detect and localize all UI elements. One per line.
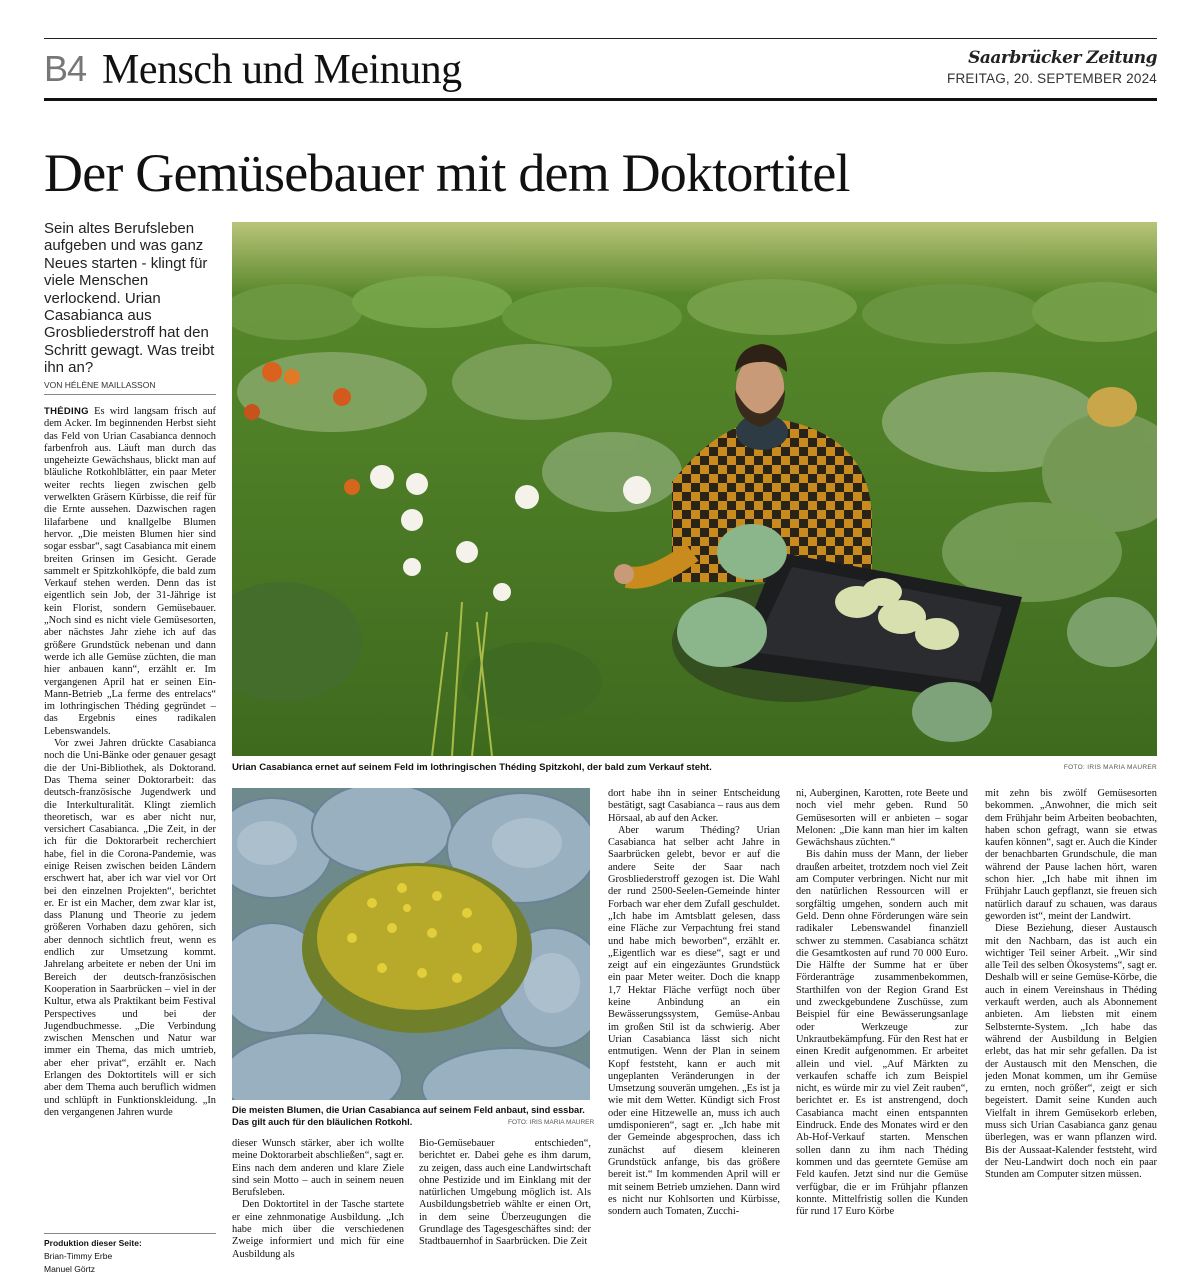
main-photo <box>232 222 1157 756</box>
paragraph: Bis dahin muss der Mann, der lieber draußen arbeitet, trotzdem noch viel Zeit am Computer verbringen. Nicht nur mit den natürlichen Ressourcen will er sorgfältig umgehen, sondern auch mit Geld. Denn ohne Förderungen wäre sein radikaler Lebenswandel finanziell schwer zu stemmen. Casabianca schätzt die Gesamtkosten auf rund 70 000 Euro. Die Hälfte der Summe hat er über Förderanträge zusammenbekommen, Starthilfen von der Region Grand Est und zweckgebundene Zuschüsse, zum Beispiel für eine Bewässerungsanlage oder Werkzeuge zur Unkrautbekämpfung. Für den Rest hat er einen Kredit aufgenommen. Er arbeitet allein und viel. „Auf Märkten zu verkaufen schaffe ich zum Beispiel nicht, es würde mir zu viel Zeit rauben“, berichtet er. Es ist anstrengend, doch Casabianca macht einen entspannten Eindruck. Ende des Monates wird er den Ab-Hof-Verkauf starten. Menschen sollen dann zu ihm nach Théding kommen und das geerntete Gemüse am Feld kaufen. Jetzt sind nur die Gemüse verfügbar, die er im Frühjahr pflanzen konnte. Mittelfristig sollen die Kunden für rund 17 Euro Körbe <box>796 849 968 1218</box>
article-column-2 <box>232 1138 404 1274</box>
second-photo-credit: FOTO: IRIS MARIA MAURER <box>508 1119 595 1126</box>
paper-logo: Saarbrücker Zeitung <box>968 48 1157 68</box>
paragraph-text: Es wird langsam frisch auf dem Acker. Im beginnenden Herbst sieht das Feld von Urian Casabianca dennoch farbenfroh aus. Läuft man durch das ungeheizte Gewächshaus, blickt man auf bläuliche Rotkohlblätter, ein paar Meter weiter rechts liegen zwischen gelb verwelkten Gräsern Kürbisse, die reif für die Ernte aussehen. Dazwischen ragen lilafarbene und knallgelbe Blumen hervor. „Die meisten Blumen hier sind sogar essbar“, sagt Casabianca mit einem breiten Grinsen im Gesicht. Gerade sammelt er Spitzkohlköpfe, die bald zum Verkauf stehen werden. Denn das ist eigentlich sein Job, der 31-Jährige ist kein Florist, sondern Gemüsebauer. „Noch sind es nicht viele Gemüsesorten, aber nächstes Jahr ziehe ich auf das größere Grundstück nebenan und dann werde ich alle Gemüse züchten, die man hier anbauen kann“, erzählt er. Im vergangenen April hat er seinen Ein-Mann-Betrieb „La ferme des entrelacs“ im lothringischen Théding gegründet – das Ergebnis eines radikalen Lebenswandels. <box>44 406 216 737</box>
paragraph: mit zehn bis zwölf Gemüsesorten bekommen. „Anwohner, die mich seit dem Frühjahr beim Arbeiten beobachten, haben schon gefragt, wann sie etwas kaufen können“, sagt er. Auch die Kinder der benachbarten Grundschule, die man während der Pause lachen hört, waren schon hier. „Ich habe mit ihnen im Frühjahr Lauch gepflanzt, sie freuen sich natürlich darauf zu schauen, was daraus geworden ist“, meint der Landwirt. <box>985 788 1157 922</box>
paragraph: Diese Beziehung, dieser Austausch mit den Nachbarn, das ist auch ein wichtiger Teil seiner Arbeit. „Wir sind alle Teil des selben Ökosystems“, sagt er. Deshalb will er seine Gemüse-Körbe, die auch in einem Vereinshaus in Théding verkauft werden, auch als Abonnement anbieten. Am liebsten mit einem Selbsternte-System. „Ich habe das während der Ausbildung in Belgien erlebt, das hat mir sehr gefallen. Da ist der Austausch mit den Menschen, die jeden Monat kommen, um ihr Gemüse zu ernten, noch größer“, zeigt er sich begeistert. Damit seine Kunden auch Vielfalt in ihrem Gemüsekorb erleben, muss sich Urian Casabianca ganz genau überlegen, was er wann pflanzen wird. Bis der Aussaat-Kalender feststeht, wird der Neu-Landwirt doch noch ein paar Stunden am Computer sitzen müssen. <box>985 923 1157 1181</box>
paragraph: Aber warum Théding? Urian Casabianca hat selber acht Jahre in Saarbrücken gelebt, bevor er auf die andere Seite der Saar nach Grosbliederstroff gezogen ist. Die Wahl der rund 2500-Seelen-Gemeinde hinter Forbach war eher dem Zufall geschuldet. „Ich habe im Amtsblatt gelesen, dass eine Fläche zur Verpachtung frei stand und habe mich beworben“, erzählt er. „Eigentlich war es diese“, sagt er und zeigt auf ein eingezäuntes Grundstück ein paar Meter weiter. Doch die knapp 1,7 Hektar Fläche verfügt noch über keine Anbindung an ein Bewässerungssystem, Gemüse-Anbau im großen Stil ist da schwierig. Aber Urian Casabianca lässt sich nicht entmutigen. Wenn der Plan in seinem Kopf feststeht, kann er auch mit ungeplanten Veränderungen in der Umsetzung souverän umgehen. „Es ist ja wie mit dem Wetter. Kündigt sich Frost oder eine Hitzewelle an, muss ich auch umdisponieren“, sagt er. „Ich habe mit der Gemeinde abgesprochen, dass ich zunächst auf diesem kleineren Grundstück anfange, bis das größere bereit ist.“ Im kommenden April will er mit seinem Betrieb umziehen. Dann wird es nicht nur Kohlsorten und Kürbisse, sondern auch Tomaten, Zucchi- <box>608 824 780 1218</box>
paragraph: ni, Auberginen, Karotten, rote Beete und noch viel mehr geben. Rund 50 Gemüsesorten will er anbieten – sogar Melonen: „Die kann man hier im kalten Gewächshaus züchten.“ <box>796 788 968 849</box>
paragraph <box>44 406 216 738</box>
paragraph: Bio-Gemüsebauer entschieden“, berichtet er. Dabei gehe es ihm darum, zu zeigen, dass auch eine Landwirtschaft ohne Pestizide und im Einklang mit der natürlichen Umgebung möglich ist. Als Ausbildungsbetrieb wählte er einen Ort, in dem seine Überzeugungen die Grundlage des Tagesgeschäftes sind: der Stadtbauernhof in Saarbrücken. Die Zeit <box>419 1138 591 1248</box>
second-photo <box>232 788 590 1100</box>
credits-name: Brian-Timmy Erbe <box>44 1251 113 1261</box>
paragraph: dieser Wunsch stärker, aber ich wollte meine Doktorarbeit abschließen“, sagt er. Eins nach dem anderen und klare Ziele sind sein Motto – auch in seinem neuen Berufsleben. <box>232 1138 404 1199</box>
issue-date: FREITAG, 20. SEPTEMBER 2024 <box>947 71 1157 86</box>
section-code: B4 <box>44 48 87 89</box>
paragraph: dort habe ihn in seiner Entscheidung bestätigt, sagt Casabianca – raus aus dem Hörsaal, ab auf den Acker. <box>608 788 780 824</box>
article-column-5 <box>796 788 968 1274</box>
paragraph: Vor zwei Jahren drückte Casabianca noch die Uni-Bänke oder genauer gesagt die der Uni-Bibliothek, als Doktorand. Das Thema seiner Doktorarbeit: das deutsch-französische Jugendwerk und die Interkulturalität. Klingt ziemlich theoretisch, war es aber nicht nur, versichert Casabianca. „Die Zeit, in der ich für die Doktorarbeit recherchiert habe, fiel in die Corona-Pandemie, was einige Reisen zwischen beiden Ländern erschwert hat, aber ich war viel vor Ort bei den einzelnen Projekten“, berichtet er. Er ist ein Macher, dem zwar klar ist, dass Planung und Theorie zu jedem größeren Vorhaben dazu gehören, sich aber dennoch sichtlich freut, wenn es endlich zur Umsetzung kommt. Jahrelang arbeitete er neben der Uni im Bereich der deutsch-französischen Kooperation in Saarbrücken – viel in der Kultur, etwa als Praktikant beim Festival Perspectives und bei der Jugendbuchmesse. „Die Verbindung zwischen Menschen und Natur war immer ein Thema, das mich umtrieb, aber eher privat“, erzählt er. Nach Erlangen des Doktortitels will er sich aber dem Thema auch beruflich widmen und schlüpft in Funktionskleidung. „In den vergangenen Jahren wurde <box>44 738 216 1118</box>
section-title: Mensch und Meinung <box>102 47 462 93</box>
dateline: THÉDING <box>44 406 89 417</box>
article-column-6 <box>985 788 1157 1274</box>
article-intro: Sein altes Berufsleben aufgeben und was ganz Neues starten - klingt für viele Menschen verlockend. Urian Casabianca aus Grosbliederstroff hat den Schritt gewagt. Was treibt ihn an? <box>44 220 215 377</box>
article-column-3 <box>419 1138 591 1274</box>
second-photo-caption: Die meisten Blumen, die Urian Casabianca auf seinem Feld anbaut, sind essbar. Das gilt auch für den bläulichen Rotkohl. <box>232 1105 585 1127</box>
article-column-4 <box>608 788 780 1274</box>
credits-title: Produktion dieser Seite: <box>44 1238 142 1248</box>
cabbage-flower-image <box>232 788 590 1100</box>
article-column-1 <box>44 406 216 1221</box>
byline: VON HÉLÈNE MAILLASSON <box>44 380 216 395</box>
main-photo-caption: Urian Casabianca ernet auf seinem Feld im lothringischen Théding Spitzkohl, der bald zum Verkauf steht. <box>232 762 712 773</box>
field-farmer-image <box>232 222 1157 756</box>
page-header <box>44 46 1157 98</box>
header-rule <box>44 98 1157 101</box>
credits-name: Manuel Görtz <box>44 1264 96 1274</box>
main-photo-credit: FOTO: IRIS MARIA MAURER <box>1063 764 1157 771</box>
production-credits <box>44 1233 216 1276</box>
top-rule <box>44 38 1157 39</box>
paragraph: Den Doktortitel in der Tasche startete er eine zehnmonatige Ausbildung. „Ich habe mich über die verschiedenen Zweige informiert und mich für eine Ausbildung als <box>232 1199 404 1260</box>
article-headline: Der Gemüsebauer mit dem Doktortitel <box>44 143 850 203</box>
